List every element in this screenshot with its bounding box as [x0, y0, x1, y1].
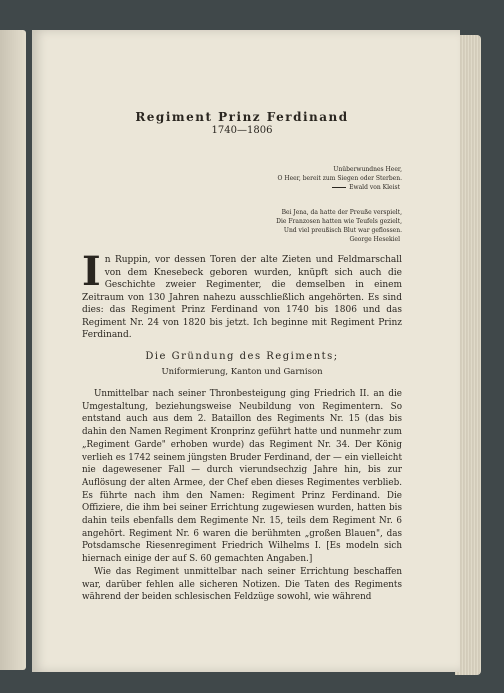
motto-line: Und viel preußisch Blut war geflossen. — [283, 227, 402, 234]
motto-attribution: George Hesekiel — [349, 236, 400, 243]
section-title: Die Gründung des Regiments; — [145, 351, 339, 362]
left-page-edge — [0, 30, 26, 670]
body-text — [82, 388, 402, 604]
intro-text: n Ruppin, vor dessen Toren der alte Zieten und Feldmarschall von dem Knesebeck geboren wurden, knüpft sich auch die Geschichte zweier Regimenter, die demselben in einem Zeitraum von 130 Jahren nahezu ausschließlich angehörten. Es sind dies: das Regiment Prinz Ferdinand von 1740 bis 1806 und das Regiment Nr. 24 von 1820 bis jetzt. Ich beginne mit Regiment Prinz Ferdinand. — [82, 255, 402, 340]
intro-paragraph — [82, 248, 402, 342]
motto-attribution: Ewald von Kleist — [222, 183, 402, 192]
motto-line: Die Franzosen hatten wie Teufels gezielt, — [276, 218, 402, 225]
drop-cap: I — [82, 248, 101, 295]
book-page — [32, 30, 460, 672]
paragraph: Wie das Regiment unmittelbar nach seiner Errichtung beschaffen war, darüber fehlen alle sicheren Notizen. Die Taten des Regiments während der beiden schlesischen Feldzüge sowohl, wie während — [82, 566, 402, 603]
paragraph: Unmittelbar nach seiner Thronbesteigung ging Friedrich II. an die Umgestaltung, beziehungsweise Neubildung von Regimentern. So entstand auch aus dem 2. Bataillon des Regiments Nr. 15 (das bis dahin den Namen Regiment Kronprinz geführt hatte und nunmehr zum „Regiment Garde" erhoben wurde) das Regiment Nr. 34. Der König verlieh es 1742 seinem jüngsten Bruder Ferdinand, der — ein vielleicht nie dagewesener Fall — durch vierundsechzig Jahre hin, bis zur Auflösung der alten Armee, der Chef eben dieses Regimentes verblieb. Es führte nach ihm den Namen: Regiment Prinz Ferdinand. Die Offiziere, die ihm bei seiner Errichtung zugewiesen wurden, hatten bis dahin teils ebenfalls dem Regimente Nr. 15, teils dem Regiment Nr. 6 angehört. Regiment Nr. 6 waren die berühmten „großen Blauen", das Potsdamsche Riesenregiment Friedrich Wilhelms I. [Es modeln sich hiernach einige der auf S. 60 gemachten Angaben.] — [82, 389, 402, 565]
motto-line: Bei Jena, da hatte der Preuße verspielt, — [281, 209, 402, 216]
motto-line: O Heer, bereit zum Siegen oder Sterben. — [277, 175, 402, 182]
section-subtitle: Uniformierung, Kanton und Garnison — [161, 367, 323, 377]
chapter-years: 1740—1806 — [211, 125, 273, 136]
motto-kleist — [222, 165, 402, 192]
chapter-title: Regiment Prinz Ferdinand — [135, 110, 349, 124]
motto-hesekiel — [222, 208, 402, 244]
motto-line: Unüberwundnes Heer, — [333, 166, 402, 173]
